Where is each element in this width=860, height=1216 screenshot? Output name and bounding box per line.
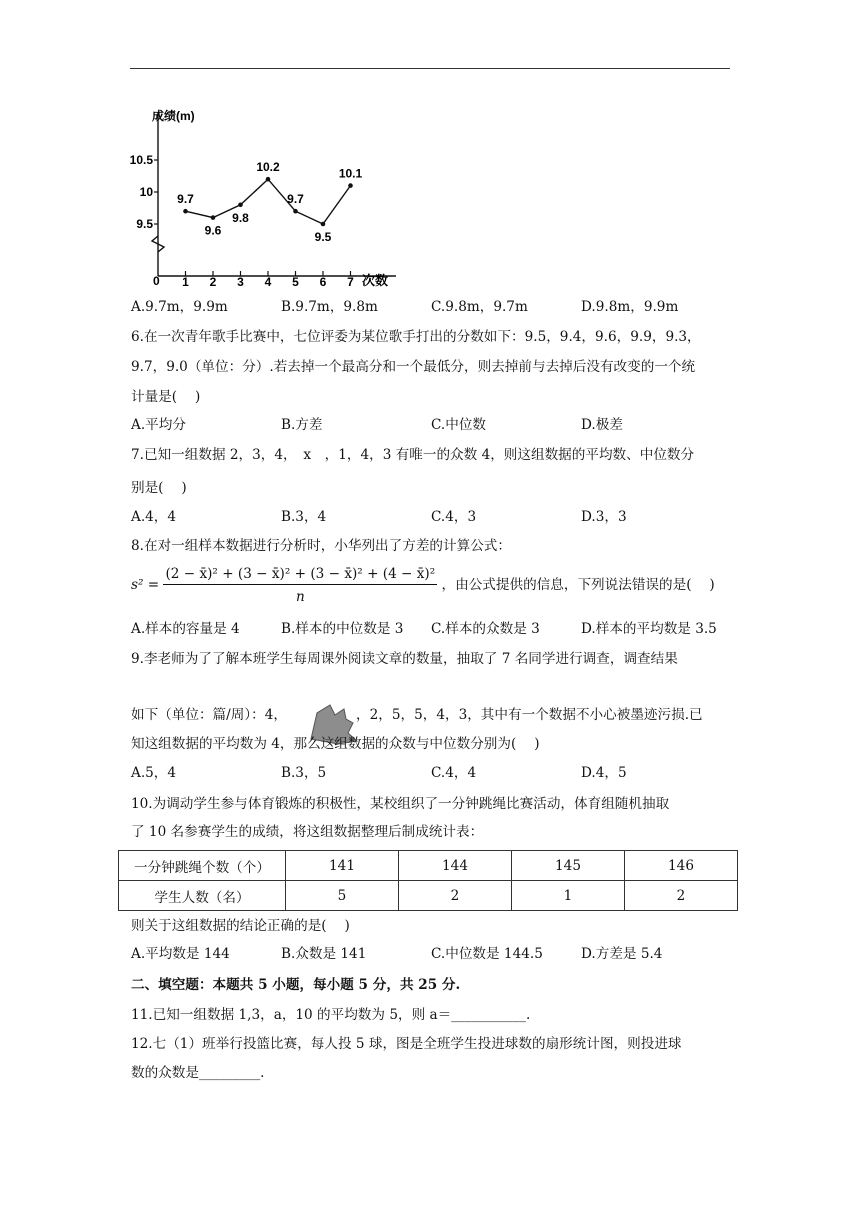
q10-option-b[interactable]: B.众数是 141 xyxy=(281,946,367,962)
y-axis-label: 成绩(m) xyxy=(152,109,195,123)
data-label: 10.2 xyxy=(256,160,280,175)
data-point xyxy=(211,215,216,220)
q7-line-1: 7.已知一组数据 2，3，4， x ，1，4，3 有唯一的众数 4，则这组数据的平均数、中位数分 xyxy=(131,447,695,463)
q10-option-a[interactable]: A.平均数是 144 xyxy=(131,946,230,962)
table-cell: 2 xyxy=(399,881,512,911)
q9-line-3: 知这组数据的平均数为 4，那么这组数据的众数与中位数分别为( ) xyxy=(131,736,540,752)
x-tick-label: 5 xyxy=(292,275,299,289)
origin-label: 0 xyxy=(153,274,160,288)
table-cell: 1 xyxy=(512,881,625,911)
q7-option-b[interactable]: B.3，4 xyxy=(281,509,327,525)
table-cell: 141 xyxy=(286,851,399,881)
x-tick-label: 2 xyxy=(209,275,217,289)
table-cell: 2 xyxy=(625,881,738,911)
data-point xyxy=(266,177,271,182)
formula-denominator: n xyxy=(295,589,305,605)
jump-rope-stats-table xyxy=(118,850,738,911)
q12-line-1: 12.七（1）班举行投篮比赛，每人投 5 球，图是全班学生投进球数的扇形统计图，则投进球 xyxy=(131,1036,682,1052)
q10-line-2: 了 10 名参赛学生的成绩，将这组数据整理后制成统计表： xyxy=(131,824,484,840)
data-point xyxy=(293,209,298,214)
q8-option-d[interactable]: D.样本的平均数是 3.5 xyxy=(581,621,717,637)
q6-option-c[interactable]: C.中位数 xyxy=(431,417,487,433)
score-line-chart xyxy=(118,100,408,290)
q5-option-a[interactable]: A.9.7m，9.9m xyxy=(131,299,228,315)
q7-option-a[interactable]: A.4，4 xyxy=(131,509,177,525)
table-cell: 145 xyxy=(512,851,625,881)
section-heading: 二、填空题：本题共 5 小题，每小题 5 分，共 25 分. xyxy=(131,977,461,993)
y-tick-label: 10 xyxy=(139,185,153,199)
formula-lhs: s² = xyxy=(131,577,160,593)
q9-line-2b: ，2，5，5，4，3，其中有一个数据不小心被墨迹污损.已 xyxy=(356,707,703,723)
q6-option-a[interactable]: A.平均分 xyxy=(131,417,186,433)
x-tick-label: 4 xyxy=(264,275,272,289)
q5-option-d[interactable]: D.9.8m，9.9m xyxy=(581,299,679,315)
q6-option-d[interactable]: D.极差 xyxy=(581,417,623,433)
q6-line-1: 6.在一次青年歌手比赛中，七位评委为某位歌手打出的分数如下：9.5，9.4，9.6，9.9，9.3， xyxy=(131,329,701,345)
table-row xyxy=(119,881,738,911)
q9-option-a[interactable]: A.5，4 xyxy=(131,765,177,781)
x-axis-label: 次数 xyxy=(362,273,389,288)
variance-formula xyxy=(131,566,715,605)
formula-tail: ，由公式提供的信息，下列说法错误的是( ) xyxy=(441,577,715,593)
x-tick-label: 7 xyxy=(347,275,354,289)
q7-option-d[interactable]: D.3，3 xyxy=(581,509,627,525)
table-cell: 146 xyxy=(625,851,738,881)
q6-line-3: 计量是( ) xyxy=(131,389,201,405)
y-tick-label: 10.5 xyxy=(129,153,153,167)
q8-line-1: 8.在对一组样本数据进行分析时，小华列出了方差的计算公式： xyxy=(131,538,511,554)
table-cell: 144 xyxy=(399,851,512,881)
q10-option-c[interactable]: C.中位数是 144.5 xyxy=(431,946,543,962)
q9-line-2a: 如下（单位：篇/周）：4， xyxy=(131,707,287,723)
x-tick-label: 6 xyxy=(319,275,327,289)
series-line xyxy=(186,179,351,224)
q10-line-3: 则关于这组数据的结论正确的是( ) xyxy=(131,918,350,934)
x-tick-label: 1 xyxy=(182,275,189,289)
data-point xyxy=(321,222,326,227)
table-cell: 一分钟跳绳个数（个） xyxy=(119,851,286,881)
q7-option-c[interactable]: C.4，3 xyxy=(431,509,477,525)
q9-option-d[interactable]: D.4，5 xyxy=(581,765,627,781)
data-label: 9.5 xyxy=(314,230,332,244)
q6-option-b[interactable]: B.方差 xyxy=(281,417,323,433)
q9-option-b[interactable]: B.3，5 xyxy=(281,765,327,781)
q5-option-b[interactable]: B.9.7m，9.8m xyxy=(281,299,378,315)
q5-option-c[interactable]: C.9.8m，9.7m xyxy=(431,299,528,315)
x-tick-label: 3 xyxy=(237,275,244,289)
q6-line-2: 9.7，9.0（单位：分）.若去掉一个最高分和一个最低分，则去掉前与去掉后没有改变的一个统 xyxy=(131,359,696,375)
data-label: 9.7 xyxy=(177,192,194,207)
q9-option-c[interactable]: C.4，4 xyxy=(431,765,477,781)
q7-line-2: 别是( ) xyxy=(131,480,187,496)
formula-numerator: (2 − x̄)² + (3 − x̄)² + (3 − x̄)² + (4 − x̄)² xyxy=(163,566,437,585)
q8-option-a[interactable]: A.样本的容量是 4 xyxy=(131,621,240,637)
q10-line-1: 10.为调动学生参与体育锻炼的积极性，某校组织了一分钟跳绳比赛活动，体育组随机抽取 xyxy=(131,796,670,812)
data-point xyxy=(238,203,243,208)
q12-line-2: 数的众数是_________. xyxy=(131,1065,265,1081)
q10-option-d[interactable]: D.方差是 5.4 xyxy=(581,946,663,962)
formula-fraction xyxy=(163,566,437,605)
table-row xyxy=(119,851,738,881)
data-label: 9.7 xyxy=(287,192,304,207)
q8-option-c[interactable]: C.样本的众数是 3 xyxy=(431,621,540,637)
q8-option-b[interactable]: B.样本的中位数是 3 xyxy=(281,621,404,637)
table-cell: 5 xyxy=(286,881,399,911)
data-point xyxy=(183,209,188,214)
table-cell: 学生人数（名） xyxy=(119,881,286,911)
header-rule xyxy=(130,68,730,69)
data-label: 9.6 xyxy=(204,223,222,238)
data-label: 10.1 xyxy=(338,166,363,181)
q11-line: 11.已知一组数据 1,3，a，10 的平均数为 5，则 a＝___________. xyxy=(131,1007,531,1023)
y-tick-label: 9.5 xyxy=(136,217,153,231)
data-label: 9.8 xyxy=(232,210,249,225)
q9-line-1: 9.李老师为了了解本班学生每周课外阅读文章的数量，抽取了 7 名同学进行调查，调查结果 xyxy=(131,651,678,667)
data-point xyxy=(348,183,353,188)
